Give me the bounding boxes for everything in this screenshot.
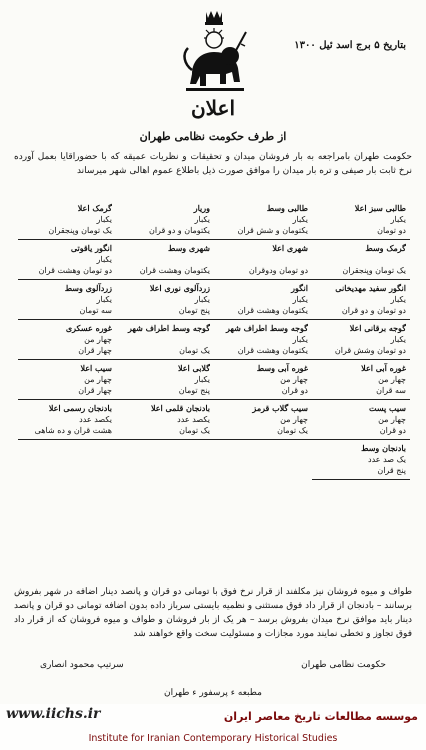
price-item-price: یک تومان وپنجقران	[48, 226, 112, 235]
price-grid	[18, 200, 410, 480]
price-item-unit: یکبار	[194, 375, 210, 384]
price-item-name: زردآلوی نوری اعلا	[149, 283, 210, 293]
price-item-name: غوره آبی اعلا	[361, 363, 406, 373]
price-item-unit: یکبار	[194, 215, 210, 224]
price-item	[116, 280, 214, 320]
price-item	[18, 360, 116, 400]
price-item-price: پنج تومان	[178, 306, 210, 315]
price-item-name: گلابی اعلا	[177, 363, 210, 373]
price-item-name: بادنجان وسط	[361, 443, 406, 453]
price-item-unit: چهار من	[378, 375, 406, 384]
price-item-unit: چهار من	[84, 375, 112, 384]
price-item-name: شهری وسط	[167, 243, 210, 253]
price-item	[312, 320, 410, 360]
price-item-name: گرمک اعلا	[77, 203, 112, 213]
price-item-price: دو تومان وشش قران	[334, 346, 406, 355]
price-item	[214, 200, 312, 240]
price-item-name: گرمک وسط	[365, 243, 406, 253]
price-item-name: طالبی سبز اعلا	[354, 203, 406, 213]
intro-paragraph: حکومت طهران بامراجعه به بار فروشان میدان و تحقیقات و نظریات عمیقه که با حضوراقایا بعمل آورده نرخ ثابت بار صیفی و تره بار میدان را موافق صورت ذیل باطلاع عموم اهالی شهر میرساند	[14, 152, 412, 176]
price-item-price: یک تومان	[179, 346, 210, 355]
price-item-name: انگور یاقوتی	[70, 243, 112, 253]
watermark-url: www.iichs.ir	[6, 706, 101, 722]
price-item-price: دو قران	[281, 386, 308, 395]
price-item	[116, 200, 214, 240]
price-item-price: سه تومان	[79, 306, 112, 315]
price-item-name: سیب اعلا	[80, 363, 112, 373]
price-item	[116, 400, 214, 440]
price-item-name: غوره آبی وسط	[256, 363, 308, 373]
price-item-price: یک تومان	[179, 426, 210, 435]
price-item-price: هشت قران و ده شاهی	[34, 426, 112, 435]
price-item-name: شهری اعلا	[272, 243, 308, 253]
price-item-unit: چهار من	[378, 415, 406, 424]
price-item-name: انگور	[291, 283, 308, 293]
price-item-unit: چهار من	[280, 375, 308, 384]
price-item-name: گوجه وسط اطراف شهر	[225, 323, 308, 333]
price-item-price: دو تومان ودوقران	[248, 266, 308, 275]
lion-and-sun-emblem-icon	[178, 8, 250, 100]
price-item	[312, 440, 410, 480]
price-item-price: چهار قران	[78, 346, 112, 355]
price-item-name: گوجه برقانی اعلا	[349, 323, 406, 333]
price-item-unit: چهار من	[84, 335, 112, 344]
price-item	[312, 280, 410, 320]
price-item	[18, 320, 116, 360]
watermark-institute-fa: موسسه مطالعات تاریخ معاصر ایران	[223, 710, 418, 723]
signature-government: حکومت نظامی طهران	[301, 660, 386, 670]
price-item-unit: یکبار	[292, 295, 308, 304]
printer-line: مطبعه ء پرسفور ء طهران	[164, 688, 262, 698]
price-item	[214, 400, 312, 440]
price-item-unit: یکبار	[96, 215, 112, 224]
price-item	[18, 280, 116, 320]
price-item-price: یک تومان	[277, 426, 308, 435]
price-item-unit	[120, 254, 210, 265]
price-item-price: دو قران	[379, 426, 406, 435]
price-item-name: گوجه وسط اطراف شهر	[127, 323, 210, 333]
price-item-price: یکتومان و شش قران	[237, 226, 308, 235]
price-item-name: سیب پست	[369, 403, 406, 413]
price-item-unit	[218, 254, 308, 265]
price-item	[214, 240, 312, 280]
price-item	[214, 280, 312, 320]
price-item-name: بادنجان قلمی اعلا	[150, 403, 210, 413]
price-item	[18, 200, 116, 240]
price-item-unit	[120, 334, 210, 345]
price-item-price: پنج قران	[377, 466, 406, 475]
title-block	[150, 96, 276, 122]
price-item-unit	[316, 254, 406, 265]
watermark-institute-en: Institute for Iranian Contemporary Historical Studies	[88, 733, 338, 744]
price-item-price: دو تومان وهشت قران	[38, 266, 112, 275]
price-item-name: سیب گلاب قرمز	[252, 403, 308, 413]
price-item-price: پنج تومان	[178, 386, 210, 395]
price-item-price: دو تومان و دو قران	[341, 306, 406, 315]
price-item-name: وریار	[193, 203, 210, 213]
price-item-name: انگور سفید مهدیخانی	[335, 283, 406, 293]
price-item-price: یکتومان وهشت قران	[237, 346, 308, 355]
price-item-price: یکتومان وهشت قران	[139, 266, 210, 275]
price-item	[18, 400, 116, 440]
price-item-price: یکتومان وهشت قران	[237, 306, 308, 315]
price-item-price: یکتومان و دو قران	[148, 226, 210, 235]
price-item-unit: یکبار	[194, 295, 210, 304]
price-item	[116, 240, 214, 280]
price-item-price: یک تومان وپنجقران	[342, 266, 406, 275]
price-item-unit: یکبار	[390, 215, 406, 224]
subtitle: از طرف حکومت نظامی طهران	[139, 130, 287, 143]
price-item-unit: یکبار	[292, 215, 308, 224]
price-item	[312, 360, 410, 400]
date-line: بتاریخ ۵ برج اسد ئیل ۱۳۰۰	[294, 40, 406, 51]
price-item-price: سه قران	[376, 386, 406, 395]
price-item-name: زردآلوی وسط	[64, 283, 112, 293]
price-item	[214, 360, 312, 400]
price-item-unit: یکبار	[390, 335, 406, 344]
price-item-unit: یکصد عدد	[79, 415, 112, 424]
price-item-unit: یک صد عدد	[368, 455, 406, 464]
price-item	[312, 200, 410, 240]
price-item	[312, 400, 410, 440]
price-item-name: طالبی وسط	[266, 203, 308, 213]
footer-paragraph: طواف و میوه فروشان نیز مکلفند از قرار نرخ فوق با تومانی دو قران و پانصد دینار اضافه در شهر بفروش برسانند – بادنجان از قرار داد فوق مستثنی و نظمیه بایستی سرباز داده بدون اضافه تومانی دو قران و پانصد دینار باید موافق نرخ میدان بفروش برسد – هر یک از بار فروشان و طواف و میوه فروشان که از قرار داد فوق تجاوز و تخطی نمایند مورد مجازات و مسئولیت سخت واقع خواهند شد	[14, 587, 412, 639]
signature-name: سرتیپ محمود انصاری	[40, 660, 124, 670]
price-item-unit: یکصد عدد	[177, 415, 210, 424]
price-item-price: چهار قران	[78, 386, 112, 395]
price-item-unit: یکبار	[390, 295, 406, 304]
page-title: اعلان	[190, 96, 236, 120]
price-item-unit: یکبار	[96, 255, 112, 264]
price-item	[312, 240, 410, 280]
price-item	[116, 320, 214, 360]
price-item	[214, 320, 312, 360]
price-item	[18, 240, 116, 280]
price-item-unit: یکبار	[292, 335, 308, 344]
price-item-price: دو تومان	[377, 226, 406, 235]
price-item	[116, 360, 214, 400]
price-item-name: بادنجان رسمی اعلا	[48, 403, 112, 413]
price-item-unit: یکبار	[96, 295, 112, 304]
price-item-name: غوره عسکری	[65, 323, 112, 333]
price-item-unit: چهار من	[280, 415, 308, 424]
